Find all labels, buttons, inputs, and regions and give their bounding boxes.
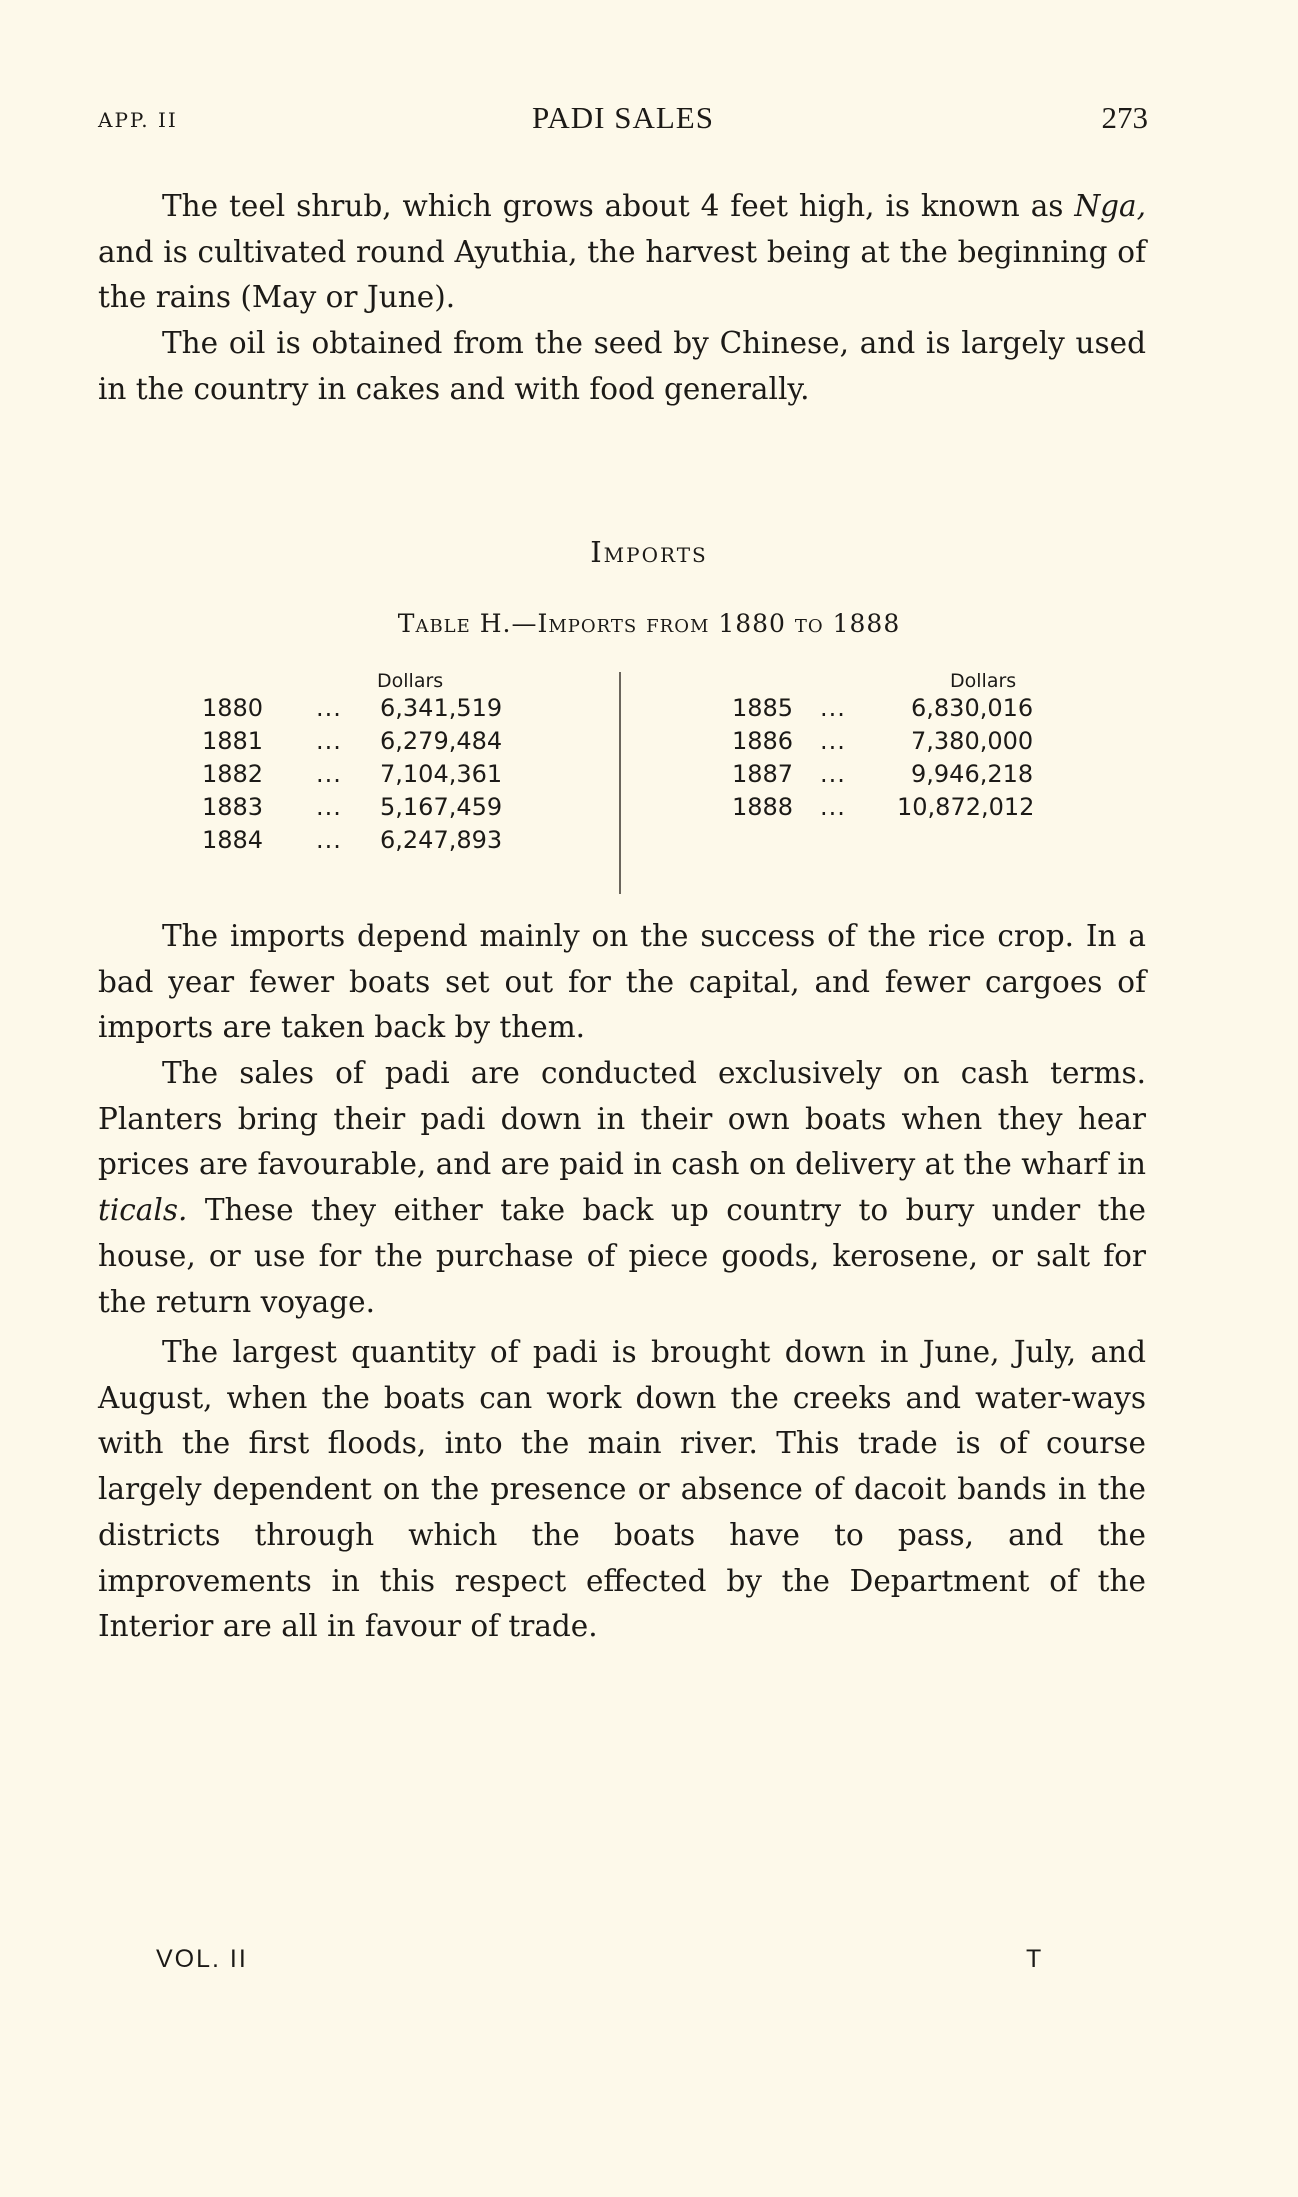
- italic-term-ticals: ticals.: [98, 1193, 188, 1228]
- paragraph-largest-quantity: The largest quantity of padi is brought down in June, July, and August, when the boats can work down the creeks and water-ways with the first floods, into the main river. This trade is of course largely dependent on the presence or absence of dacoit bands in the districts through which the boats have to pass, and the improvements in this respect effected by the Department of the Interior are all in favour of trade.: [98, 1335, 1146, 1644]
- volume-label: VOL. II: [156, 1945, 248, 1973]
- table-caption: Table H.—Imports from 1880 to 1888: [397, 609, 901, 638]
- page-number: 273: [1101, 100, 1148, 135]
- appendix-label: APP. II: [98, 108, 178, 132]
- footer-signature-line: [156, 1945, 1056, 1985]
- paragraph-imports-depend: The imports depend mainly on the success of the rice crop. In a bad year fewer boats set out for the capital, and fewer cargoes of imports are taken back by them.: [98, 919, 1146, 1045]
- imports-table: Dollars Dollars 1880 ... 6,341,519 1881 ... 6,279,484 1882 ... 7,104,361 1883 ... 5,167,459 1884 ... 6,247,893 1885 ... 6,830,016 1886 ... 7,380,000 1887 ... 9,946,218 1888 ... 10,872,012: [0, 662, 1298, 902]
- italic-term-nga: Nga,: [1074, 189, 1146, 223]
- right-unit-label: Dollars: [950, 670, 1017, 692]
- left-unit-label: Dollars: [377, 670, 444, 692]
- signature-mark: T: [1026, 1945, 1044, 1973]
- section-heading-imports: Imports: [590, 535, 708, 569]
- column-divider: [619, 672, 621, 894]
- paragraph-oil: The oil is obtained from the seed by Chinese, and is largely used in the country in cakes and with food generally.: [98, 326, 1146, 406]
- paragraph-teel-shrub: The teel shrub, which grows about 4 feet high, is known as Nga, and is cultivated round Ayuthia, the harvest being at the beginning of the rains (May or June).: [98, 189, 1146, 315]
- running-head: [98, 100, 1148, 140]
- paragraph-cash-terms: The sales of padi are conducted exclusively on cash terms. Planters bring their padi down in their own boats when they hear prices are favourable, and are paid in cash on delivery at the wharf in ticals. These they either take back up country to bury under the house, or use for the purchase of piece goods, kerosene, or salt for the return voyage.: [98, 1056, 1146, 1319]
- chapter-title: PADI SALES: [532, 100, 714, 135]
